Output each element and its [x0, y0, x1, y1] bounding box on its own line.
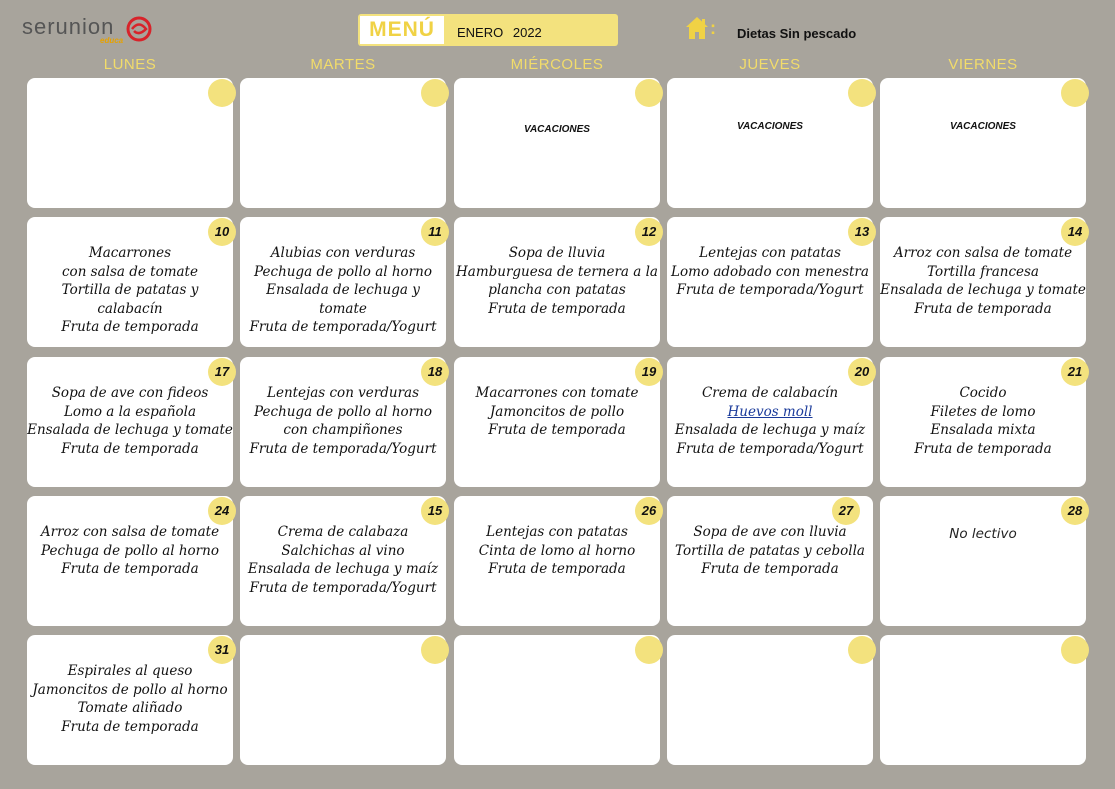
calendar-cell-w4-wed [454, 496, 660, 626]
day-badge [207, 357, 237, 387]
dish-item: Fruta de temporada/Yogurt [249, 319, 437, 335]
logo-swirl-icon [122, 14, 156, 44]
dish-list [667, 384, 873, 458]
dish-list [454, 523, 660, 579]
home-icon [684, 15, 710, 41]
dish-item: Sopa de ave con fideos [51, 385, 209, 401]
calendar-cell-w2-fri [880, 217, 1086, 347]
vacation-note: VACACIONES [737, 121, 803, 132]
dish-item: Ensalada de lechuga y [266, 282, 420, 298]
no-school-note: No lectivo [949, 526, 1017, 542]
calendar-cell-w2-thu [667, 217, 873, 347]
day-badge [420, 357, 450, 387]
diet-label: Dietas Sin pescado [737, 26, 857, 41]
dish-item: Lentejas con patatas [486, 524, 628, 540]
calendar-cell-w3-fri [880, 357, 1086, 487]
day-badge [1060, 357, 1090, 387]
dish-list [240, 244, 446, 337]
day-badge [847, 635, 877, 665]
day-number: 31 [214, 642, 230, 657]
dish-list [454, 384, 660, 440]
calendar-cell-w5-wed [454, 635, 660, 765]
day-number: 11 [428, 224, 442, 239]
dish-item: Fruta de temporada [61, 319, 199, 335]
calendar-cell-w4-mon [27, 496, 233, 626]
dish-item: Lomo adobado con menestra [671, 263, 869, 280]
day-number: 27 [838, 503, 854, 518]
logo-text: serunion [22, 14, 115, 39]
dish-item: plancha con patatas [488, 282, 626, 298]
day-badge [634, 635, 664, 665]
dish-item: Arroz con salsa de tomate [40, 524, 220, 540]
dish-item: Fruta de temporada [61, 718, 199, 735]
day-badge [420, 217, 450, 247]
day-number: 13 [854, 224, 870, 239]
dish-item: Fruta de temporada [61, 440, 199, 457]
dish-item: Ensalada de lechuga y tomate [27, 422, 233, 438]
dish-item: Alubias con verduras [270, 245, 416, 261]
calendar-cell-w3-tue [240, 357, 446, 487]
dish-item: Sopa de ave con lluvia [693, 524, 847, 540]
dish-item: Ensalada de lechuga y maíz [674, 422, 866, 438]
day-number: 17 [214, 364, 230, 379]
menu-title: MENÚ [360, 16, 444, 44]
day-badge [847, 217, 877, 247]
logo-subtext: educa [100, 36, 124, 45]
dish-item: Tortilla de patatas y cebolla [675, 542, 865, 559]
dish-item: Tomate aliñado [77, 700, 183, 716]
day-badge [207, 496, 237, 526]
dish-item: Filetes de lomo [930, 403, 1036, 420]
dish-item: Fruta de temporada [61, 561, 199, 577]
dish-item: Lentejas con patatas [699, 245, 841, 261]
calendar-cell-w1-tue [240, 78, 446, 208]
weekday-header-tuesday: MARTES [310, 56, 376, 73]
dish-list [27, 523, 233, 579]
dish-list [240, 523, 446, 597]
calendar-cell-w5-mon [27, 635, 233, 765]
day-badge [634, 217, 664, 247]
vacation-note: VACACIONES [524, 124, 590, 135]
calendar-cell-w1-fri [880, 78, 1086, 208]
dish-item: Jamoncitos de pollo al horno [32, 681, 228, 698]
dish-item: Pechuga de pollo al horno [254, 403, 432, 420]
day-badge [847, 78, 877, 108]
day-badge [207, 635, 237, 665]
dish-item: Tortilla de patatas y [61, 282, 199, 298]
dish-item: Fruta de temporada [488, 300, 626, 317]
dish-item: Fruta de temporada [488, 561, 626, 577]
dish-list [27, 384, 233, 458]
dish-item: calabacín [97, 300, 163, 317]
day-number: 28 [1067, 503, 1083, 518]
calendar-cell-w5-fri [880, 635, 1086, 765]
day-number: 12 [641, 224, 657, 239]
day-badge [420, 78, 450, 108]
calendar-cell-w1-mon [27, 78, 233, 208]
day-badge [420, 496, 450, 526]
dish-item: Crema de calabacín [701, 385, 839, 401]
calendar-cell-w2-tue [240, 217, 446, 347]
menu-month [457, 25, 542, 40]
day-number: 26 [641, 503, 657, 518]
dish-item: Fruta de temporada/Yogurt [249, 440, 437, 457]
dish-item: Fruta de temporada [488, 422, 626, 438]
dish-item: Ensalada de lechuga y tomate [880, 282, 1086, 298]
dish-item: Arroz con salsa de tomate [893, 245, 1073, 261]
day-badge [420, 635, 450, 665]
dish-item: Pechuga de pollo al horno [254, 263, 432, 280]
year-label: 2022 [512, 25, 542, 40]
day-badge [634, 357, 664, 387]
dish-item: Macarrones con tomate [475, 385, 639, 401]
dish-item: Fruta de temporada [914, 300, 1052, 317]
dish-item: Fruta de temporada [914, 440, 1052, 457]
dish-item: Espirales al queso [67, 663, 193, 679]
dish-item: Fruta de temporada/Yogurt [249, 579, 437, 596]
calendar-cell-w2-mon [27, 217, 233, 347]
dish-item: con salsa de tomate [62, 263, 198, 280]
calendar-cell-w1-thu [667, 78, 873, 208]
serunion-logo [22, 12, 162, 46]
dish-item: Ensalada mixta [930, 422, 1036, 438]
dish-item: Fruta de temporada [701, 561, 839, 577]
dish-list [27, 662, 233, 736]
calendar-cell-w3-wed [454, 357, 660, 487]
dish-list [667, 244, 873, 300]
dish-item: Pechuga de pollo al horno [41, 542, 219, 559]
dish-item: Ensalada de lechuga y maíz [247, 561, 439, 577]
day-badge [1060, 78, 1090, 108]
day-badge [1060, 217, 1090, 247]
dish-item: Sopa de lluvia [508, 245, 606, 261]
day-number: 19 [641, 364, 657, 379]
day-number: 15 [427, 503, 443, 518]
day-number: 21 [1067, 364, 1083, 379]
day-badge [1060, 635, 1090, 665]
menu-banner [358, 14, 618, 46]
dish-list [240, 384, 446, 458]
dish-item: Cinta de lomo al horno [478, 542, 636, 559]
weekday-header-friday: VIERNES [948, 56, 1018, 73]
day-badge [634, 496, 664, 526]
day-number: 20 [854, 364, 870, 379]
dish-item: Huevos moll [727, 403, 813, 420]
dish-list [27, 244, 233, 337]
dish-item: con champiñones [283, 422, 403, 438]
home-colon: : [710, 18, 716, 38]
calendar-cell-w4-thu [667, 496, 873, 626]
dish-item: Cocido [959, 385, 1007, 401]
dish-item: tomate [319, 300, 367, 317]
day-badge [634, 78, 664, 108]
dish-list [667, 523, 873, 579]
dish-list [454, 244, 660, 318]
calendar-cell-w5-thu [667, 635, 873, 765]
dish-item: Macarrones [88, 245, 172, 261]
day-badge [1060, 496, 1090, 526]
day-badge [847, 357, 877, 387]
weekday-header-monday: LUNES [103, 56, 157, 73]
calendar-cell-w2-wed [454, 217, 660, 347]
dish-item: Lomo a la española [63, 403, 197, 420]
calendar-cell-w3-mon [27, 357, 233, 487]
day-badge [207, 78, 237, 108]
calendar-cell-w5-tue [240, 635, 446, 765]
dish-item: Lentejas con verduras [266, 385, 420, 401]
day-number: 24 [214, 503, 230, 518]
day-number: 18 [427, 364, 443, 379]
day-number: 10 [214, 224, 230, 239]
dish-item: Tortilla francesa [927, 263, 1039, 280]
day-badge [207, 217, 237, 247]
vacation-note: VACACIONES [950, 121, 1016, 132]
dish-item: Jamoncitos de pollo [489, 403, 625, 420]
calendar-cell-w4-fri [880, 496, 1086, 626]
dish-item: Fruta de temporada/Yogurt [676, 282, 864, 298]
dish-item: Crema de calabaza [277, 524, 409, 540]
month-label: ENERO [457, 25, 504, 40]
dish-item: Fruta de temporada/Yogurt [676, 440, 864, 457]
day-badge [831, 496, 861, 526]
dish-list [880, 244, 1086, 318]
dish-item: Salchichas al vino [281, 542, 405, 559]
weekday-header-wednesday: MIÉRCOLES [510, 56, 604, 73]
dish-list [880, 384, 1086, 458]
dish-item: Hamburguesa de ternera a la [456, 263, 658, 280]
calendar-cell-w3-thu [667, 357, 873, 487]
calendar-cell-w1-wed [454, 78, 660, 208]
weekday-header-thursday: JUEVES [739, 56, 801, 73]
calendar-cell-w4-tue [240, 496, 446, 626]
day-number: 14 [1067, 224, 1083, 239]
